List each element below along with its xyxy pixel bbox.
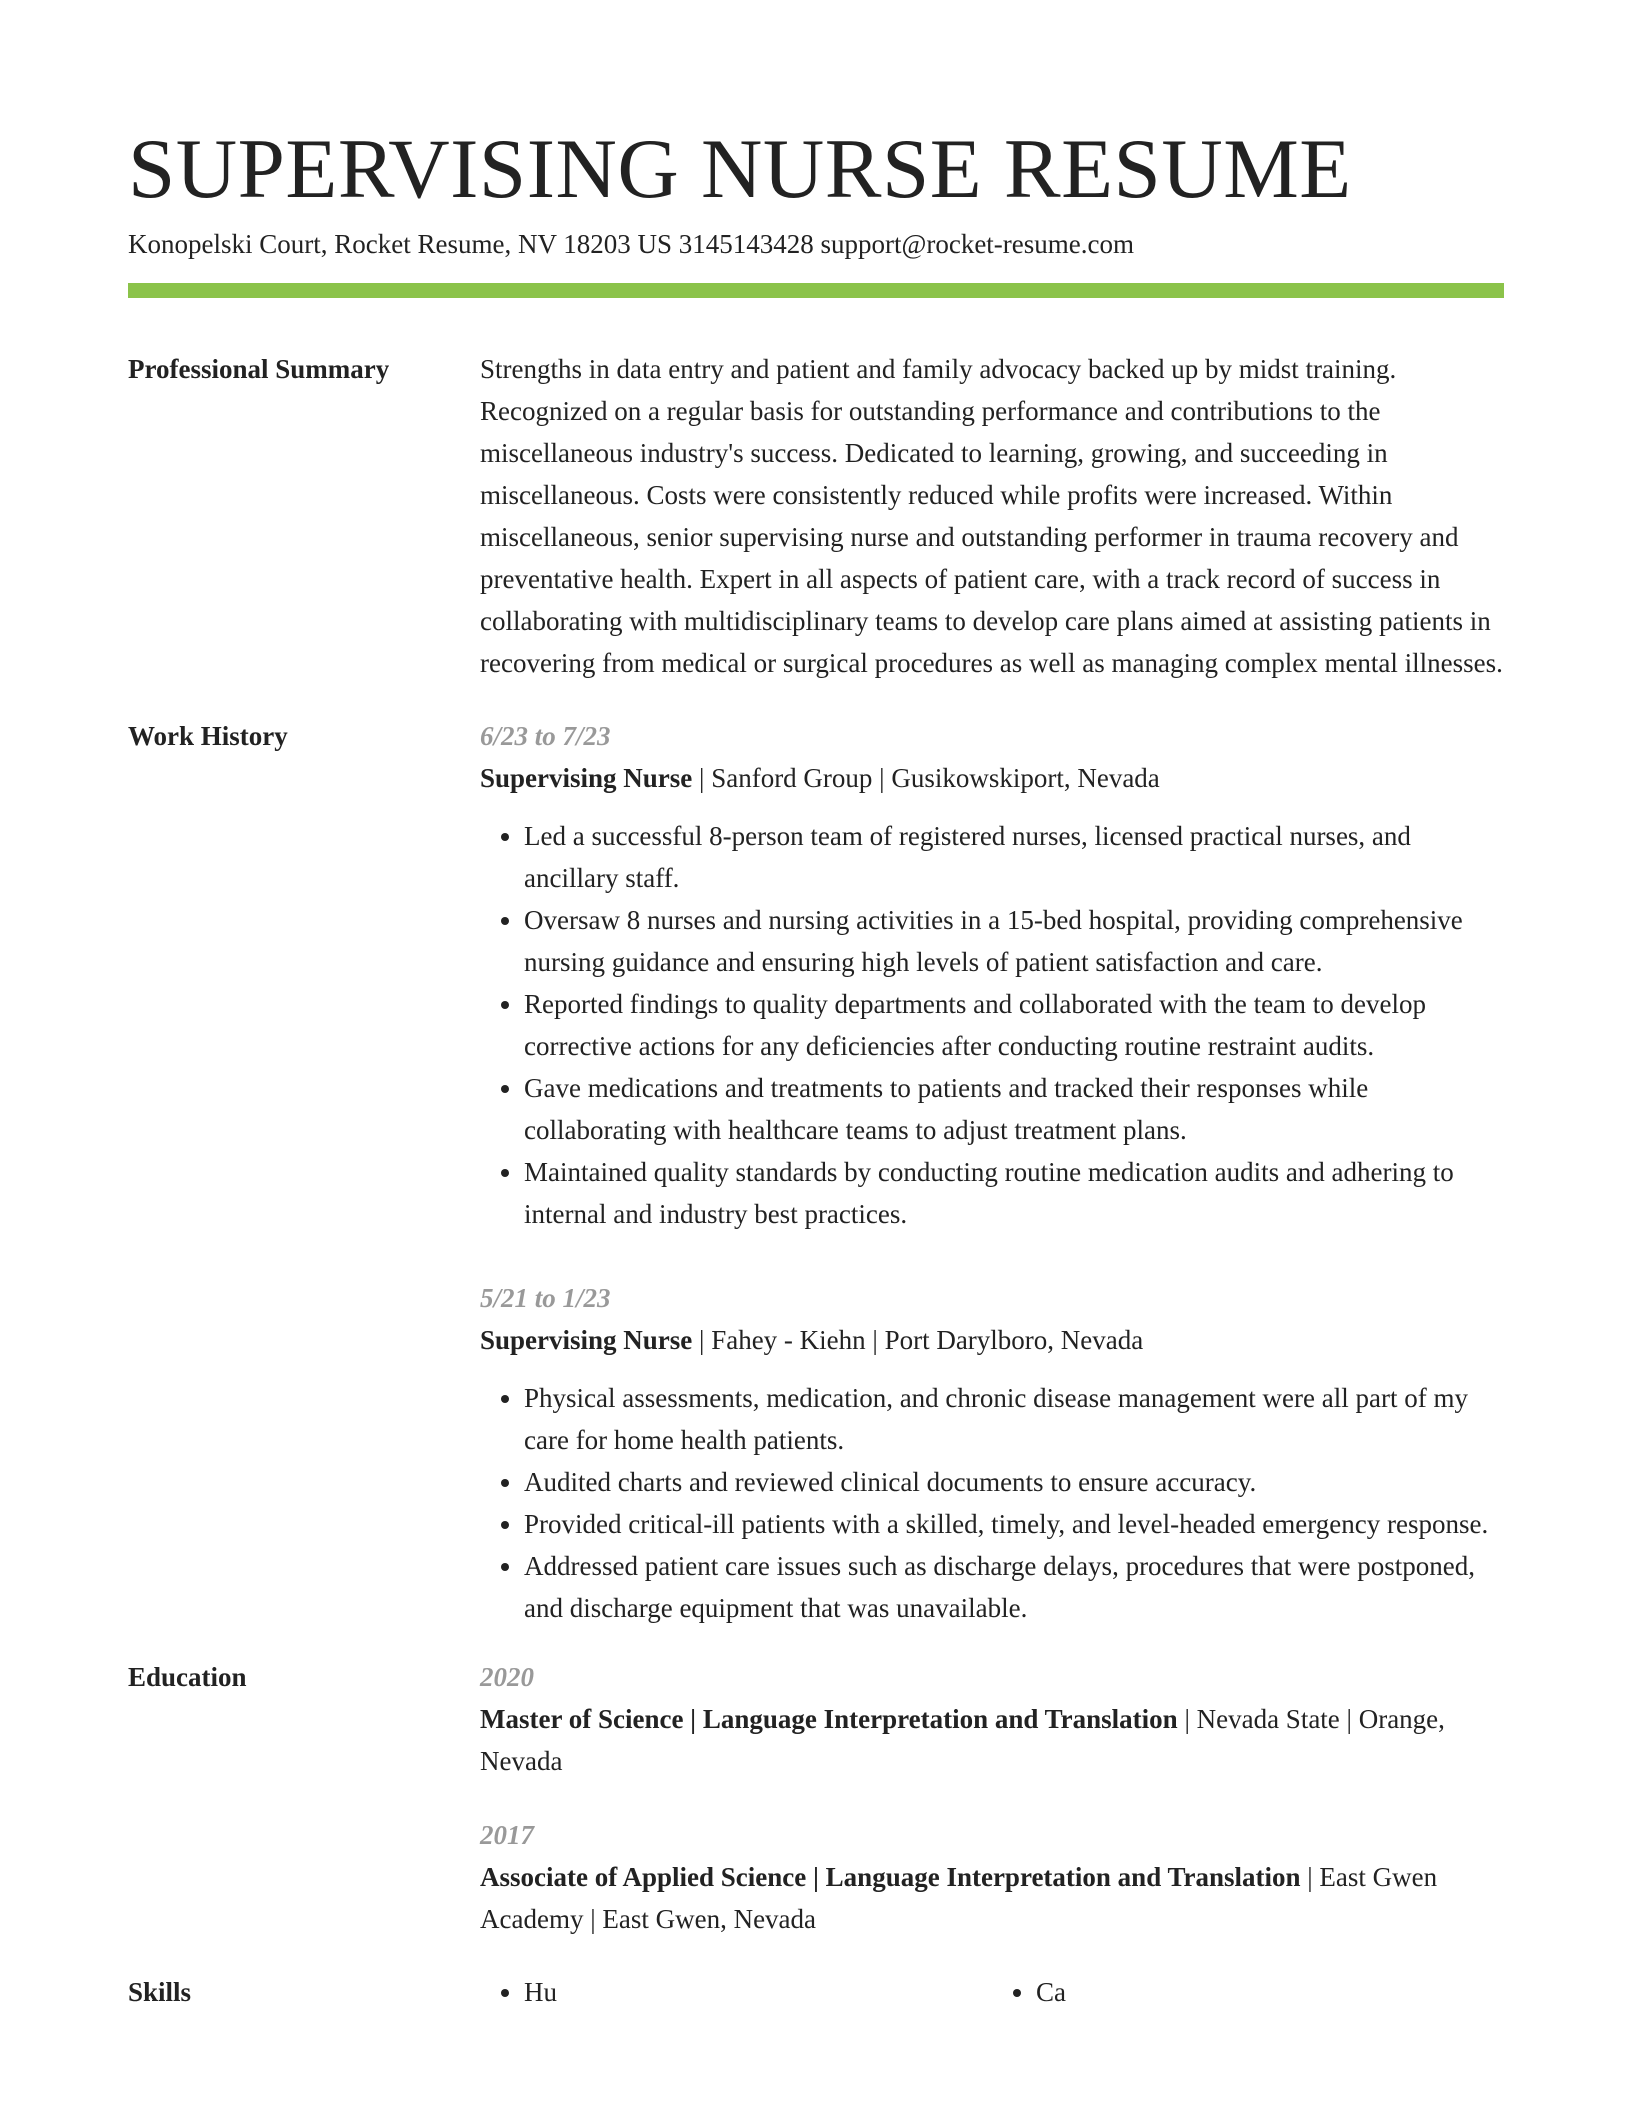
resume-page	[128, 0, 1504, 2013]
skill-item: • Ca	[1036, 1971, 1504, 2013]
section-heading: Skills	[128, 1977, 192, 2007]
degree-title: Associate of Applied Science | Language Interpretation and Translation	[480, 1862, 1301, 1892]
job-details: | Fahey - Kiehn | Port Darylboro, Nevada	[692, 1325, 1144, 1355]
list-item: • Reported findings to quality departments and collaborated with the team to develop corrective actions for any deficiencies after conducting routine restraint audits.	[524, 983, 1504, 1067]
list-item: • Maintained quality standards by conducting routine medication audits and adhering to internal and industry best practices.	[524, 1151, 1504, 1235]
education-year: 2020	[480, 1662, 534, 1692]
job-entry	[480, 715, 1504, 1235]
education-body	[480, 1656, 1504, 1940]
list-item: • Physical assessments, medication, and chronic disease management were all part of my care for home health patients.	[524, 1377, 1504, 1461]
job-title: Supervising Nurse	[480, 763, 693, 793]
skill-item: • Hu	[524, 1971, 992, 2013]
job-title: Supervising Nurse	[480, 1325, 693, 1355]
education-details: | East Gwen Academy | East Gwen, Nevada	[480, 1862, 1438, 1934]
education-heading	[480, 1698, 1504, 1782]
skills-column	[480, 1971, 992, 2013]
job-bullets	[480, 1377, 1504, 1629]
work-history-body	[480, 715, 1504, 1629]
education-details: | Nevada State | Orange, Nevada	[480, 1704, 1445, 1776]
education-entry	[480, 1814, 1504, 1940]
job-dates: 6/23 to 7/23	[480, 721, 611, 751]
section-heading: Work History	[128, 721, 288, 751]
section-heading: Professional Summary	[128, 354, 390, 384]
list-item: • Provided critical-ill patients with a skilled, timely, and level-headed emergency response.	[524, 1503, 1504, 1545]
accent-rule	[128, 283, 1504, 298]
education-year: 2017	[480, 1820, 534, 1850]
job-details: | Sanford Group | Gusikowskiport, Nevada	[692, 763, 1160, 793]
list-item: • Audited charts and reviewed clinical documents to ensure accuracy.	[524, 1461, 1504, 1503]
list-item: • Addressed patient care issues such as discharge delays, procedures that were postponed, and discharge equipment that was unavailable.	[524, 1545, 1504, 1629]
skills-section	[128, 1971, 1504, 2013]
skills-body	[480, 1971, 1504, 2013]
section-heading: Education	[128, 1662, 247, 1692]
resume-title: SUPERVISING NURSE RESUME	[128, 122, 1352, 216]
work-history-section	[128, 715, 1504, 1629]
list-item: • Gave medications and treatments to patients and tracked their responses while collaborating with healthcare teams to adjust treatment plans.	[524, 1067, 1504, 1151]
education-heading	[480, 1856, 1504, 1940]
education-entry	[480, 1656, 1504, 1782]
job-heading	[480, 757, 1504, 799]
summary-body	[480, 348, 1504, 684]
summary-text: Strengths in data entry and patient and family advocacy backed up by midst training. Recognized on a regular basis for outstanding performance and contributions to the miscellaneous industry's success. Dedicated to learning, growing, and succeeding in miscellaneous. Costs were consistently reduced while profits were increased. Within miscellaneous, senior supervising nurse and outstanding performer in trauma recovery and preventative health. Expert in all aspects of patient care, with a track record of success in collaborating with multidisciplinary teams to develop care plans aimed at assisting patients in recovering from medical or surgical procedures as well as managing complex mental illnesses.	[480, 354, 1503, 678]
job-heading	[480, 1319, 1504, 1361]
education-section	[128, 1656, 1504, 1940]
summary-section	[128, 348, 1504, 684]
degree-title: Master of Science | Language Interpretation and Translation	[480, 1704, 1178, 1734]
job-dates: 5/21 to 1/23	[480, 1283, 611, 1313]
list-item: • Led a successful 8-person team of registered nurses, licensed practical nurses, and ancillary staff.	[524, 815, 1504, 899]
job-entry	[480, 1277, 1504, 1629]
list-item: • Oversaw 8 nurses and nursing activities in a 15-bed hospital, providing comprehensive nursing guidance and ensuring high levels of patient satisfaction and care.	[524, 899, 1504, 983]
skills-column	[992, 1971, 1504, 2013]
job-bullets	[480, 815, 1504, 1235]
contact-line: Konopelski Court, Rocket Resume, NV 18203 US 3145143428 support@rocket-resume.com	[128, 229, 1135, 259]
